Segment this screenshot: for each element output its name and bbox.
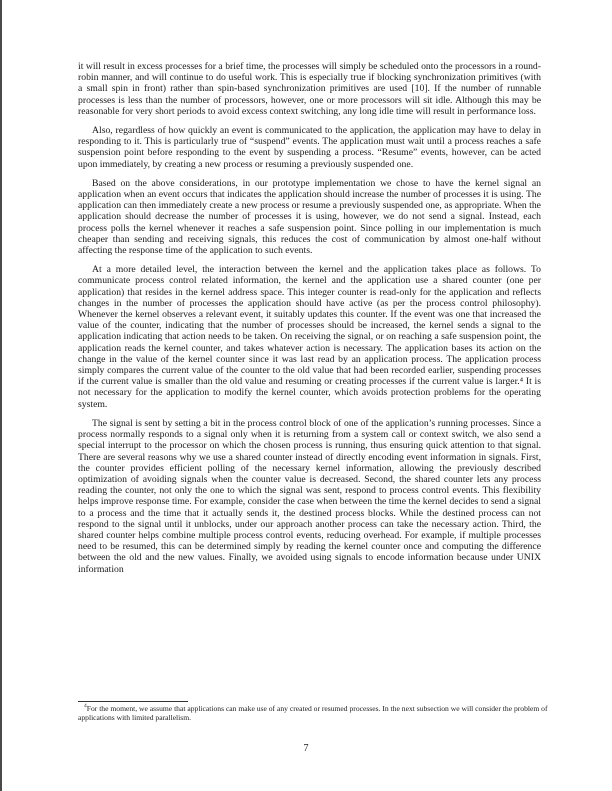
paragraph-4: At a more detailed level, the interaction between the kernel and the application takes place as follows. To communicate process control related information, the kernel and the application use a shared counter (one per application) that resides in the kernel address space. This integer counter is read-only for the application and reflects changes in the number of processes the application should have active (as per the process control philosophy). Whenever the kernel observes a relevant event, it suitably updates this counter. If the event was one that increased the value of the counter, indicating that the number of processes should be increased, the kernel sends a signal to the application indicating that action needs to be taken. On receiving the signal, or on reaching a safe suspension point, the application reads the kernel counter, and takes whatever action is necessary. The application bases its action on the change in the value of the kernel counter since it was last read by an application process. The application process simply compares the current value of the counter to the old value that had been recorded earlier, suspending processes if the current value is smaller than the old value and resuming or creating processes if the current value is larger.⁴ It is not necessary for the application to modify the kernel counter, which avoids protection problems for the operating system. <box>78 264 541 410</box>
paragraph-2: Also, regardless of how quickly an event is communicated to the application, the application may have to delay in responding to it. This is particularly true of “suspend” events. The application must wait until a process reaches a safe suspension point before responding to the event by suspending a process. “Resume” events, however, can be acted upon immediately, by creating a new process or resuming a previously suspended one. <box>78 125 541 170</box>
paragraph-3: Based on the above considerations, in our prototype implementation we chose to have the kernel signal an application when an event occurs that indicates the application should increase the number of processes it is using. The application can then immediately create a new process or resume a previously suspended one, as appropriate. When the application should decrease the number of processes it is using, however, we do not send a signal. Instead, each process polls the kernel whenever it reaches a safe suspension point. Since polling in our implementation is much cheaper than sending and receiving signals, this reduces the cost of communication by almost one-half without affecting the response time of the application to such events. <box>78 177 541 257</box>
page-number: 7 <box>303 743 309 754</box>
paragraph-1: it will result in excess processes for a brief time, the processes will simply be scheduled onto the processors in a round-robin manner, and will continue to do useful work. This is especially true if blocking synchronization primitives (with a small spin in front) rather than spin-based synchronization primitives are used [10]. If the number of runnable processes is less than the number of processors, however, one or more processors will sit idle. Although this may be reasonable for very short periods to avoid excess context switching, any long idle time will result in performance loss. <box>78 61 541 117</box>
footnote <box>78 704 548 722</box>
body-text <box>78 61 541 583</box>
paragraph-5: The signal is sent by setting a bit in the process control block of one of the application’s running processes. Since a process normally responds to a signal only when it is returning from a system call or context switch, we also send a special interrupt to the processor on which the chosen process is running, thus ensuring quick attention to that signal. There are several reasons why we use a shared counter instead of directly encoding event information in signals. First, the counter provides efficient polling of the necessary kernel information, allowing the previously described optimization of avoiding signals when the counter value is decreased. Second, the shared counter lets any process reading the counter, not only the one to which the signal was sent, respond to process control events. This flexibility helps improve response time. For example, consider the case when between the time the kernel decides to send a signal to a process and the time that it actually sends it, the destined process blocks. While the destined process can not respond to the signal until it unblocks, under our approach another process can take the necessary action. Third, the shared counter helps combine multiple process control events, reducing overhead. For example, if multiple processes need to be resumed, this can be determined simply by reading the kernel counter once and computing the difference between the old and the new values. Finally, we avoided using signals to encode information because under UNIX information <box>78 417 541 575</box>
footnote-mark: 4 <box>84 703 87 710</box>
footnote-divider <box>78 701 188 702</box>
scan-edge <box>0 0 2 791</box>
footnote-text: For the moment, we assume that applications can make use of any created or resumed processes. In the next subsection we will consider the problem of applications with limited parallelism. <box>78 704 548 723</box>
